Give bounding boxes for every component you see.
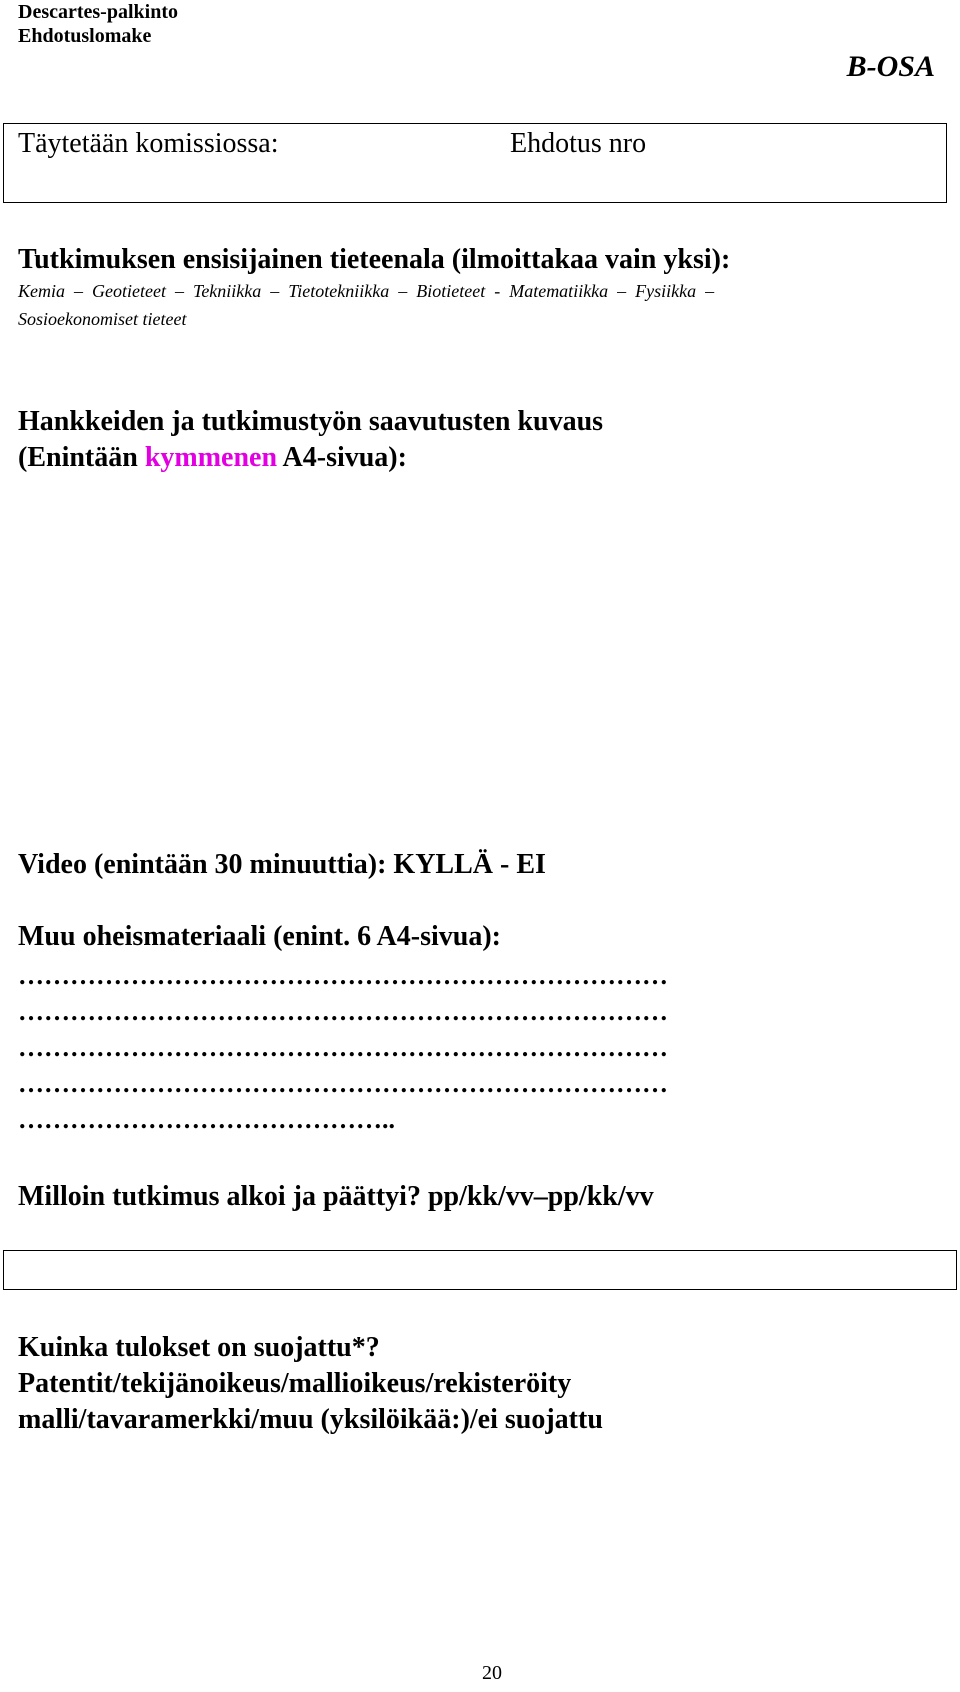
header-title-line2: Ehdotuslomake <box>18 25 152 47</box>
field-options-line2: Sosioekonomiset tieteet <box>18 309 187 329</box>
dates-question: Milloin tutkimus alkoi ja päättyi? pp/kk/vv–pp/kk/vv <box>18 1181 654 1212</box>
dotted-line: ………………………………………………………………… <box>18 1033 668 1062</box>
field-options-line1: Kemia – Geotieteet – Tekniikka – Tietotekniikka – Biotieteet - Matematiikka – Fysiikka – <box>18 281 715 301</box>
protection-question: Kuinka tulokset on suojattu*? <box>18 1332 380 1363</box>
video-question: Video (enintään 30 minuuttia): KYLLÄ - EI <box>18 849 546 880</box>
description-title: Hankkeiden ja tutkimustyön saavutusten kuvaus <box>18 406 604 437</box>
dotted-line: ………………………………………………………………… <box>18 961 668 990</box>
dotted-line: ………………………………………………………………… <box>18 997 668 1026</box>
protection-options-line1: Patentit/tekijänoikeus/mallioikeus/rekisteröity <box>18 1368 572 1399</box>
description-limit-prefix: (Enintään <box>18 442 145 473</box>
section-label: B-OSA <box>846 50 935 83</box>
proposal-number-label: Ehdotus nro <box>510 128 647 159</box>
other-material-title: Muu oheismateriaali (enint. 6 A4-sivua): <box>18 921 501 952</box>
page-number: 20 <box>482 1662 502 1684</box>
field-section-title: Tutkimuksen ensisijainen tieteenala (ilmoittakaa vain yksi): <box>18 244 731 275</box>
dates-answer-box[interactable] <box>3 1250 957 1290</box>
header-title-line1: Descartes-palkinto <box>18 1 178 23</box>
commission-label: Täytetään komissiossa: <box>18 128 279 159</box>
description-limit-suffix: A4-sivua): <box>277 442 407 473</box>
description-limit <box>18 441 407 475</box>
description-limit-highlight: kymmenen <box>144 442 278 473</box>
protection-options-line2: malli/tavaramerkki/muu (yksilöikää:)/ei suojattu <box>18 1404 603 1435</box>
dotted-line: ………………………………………………………………… <box>18 1069 668 1098</box>
dotted-line: …………………………………….. <box>18 1105 395 1134</box>
